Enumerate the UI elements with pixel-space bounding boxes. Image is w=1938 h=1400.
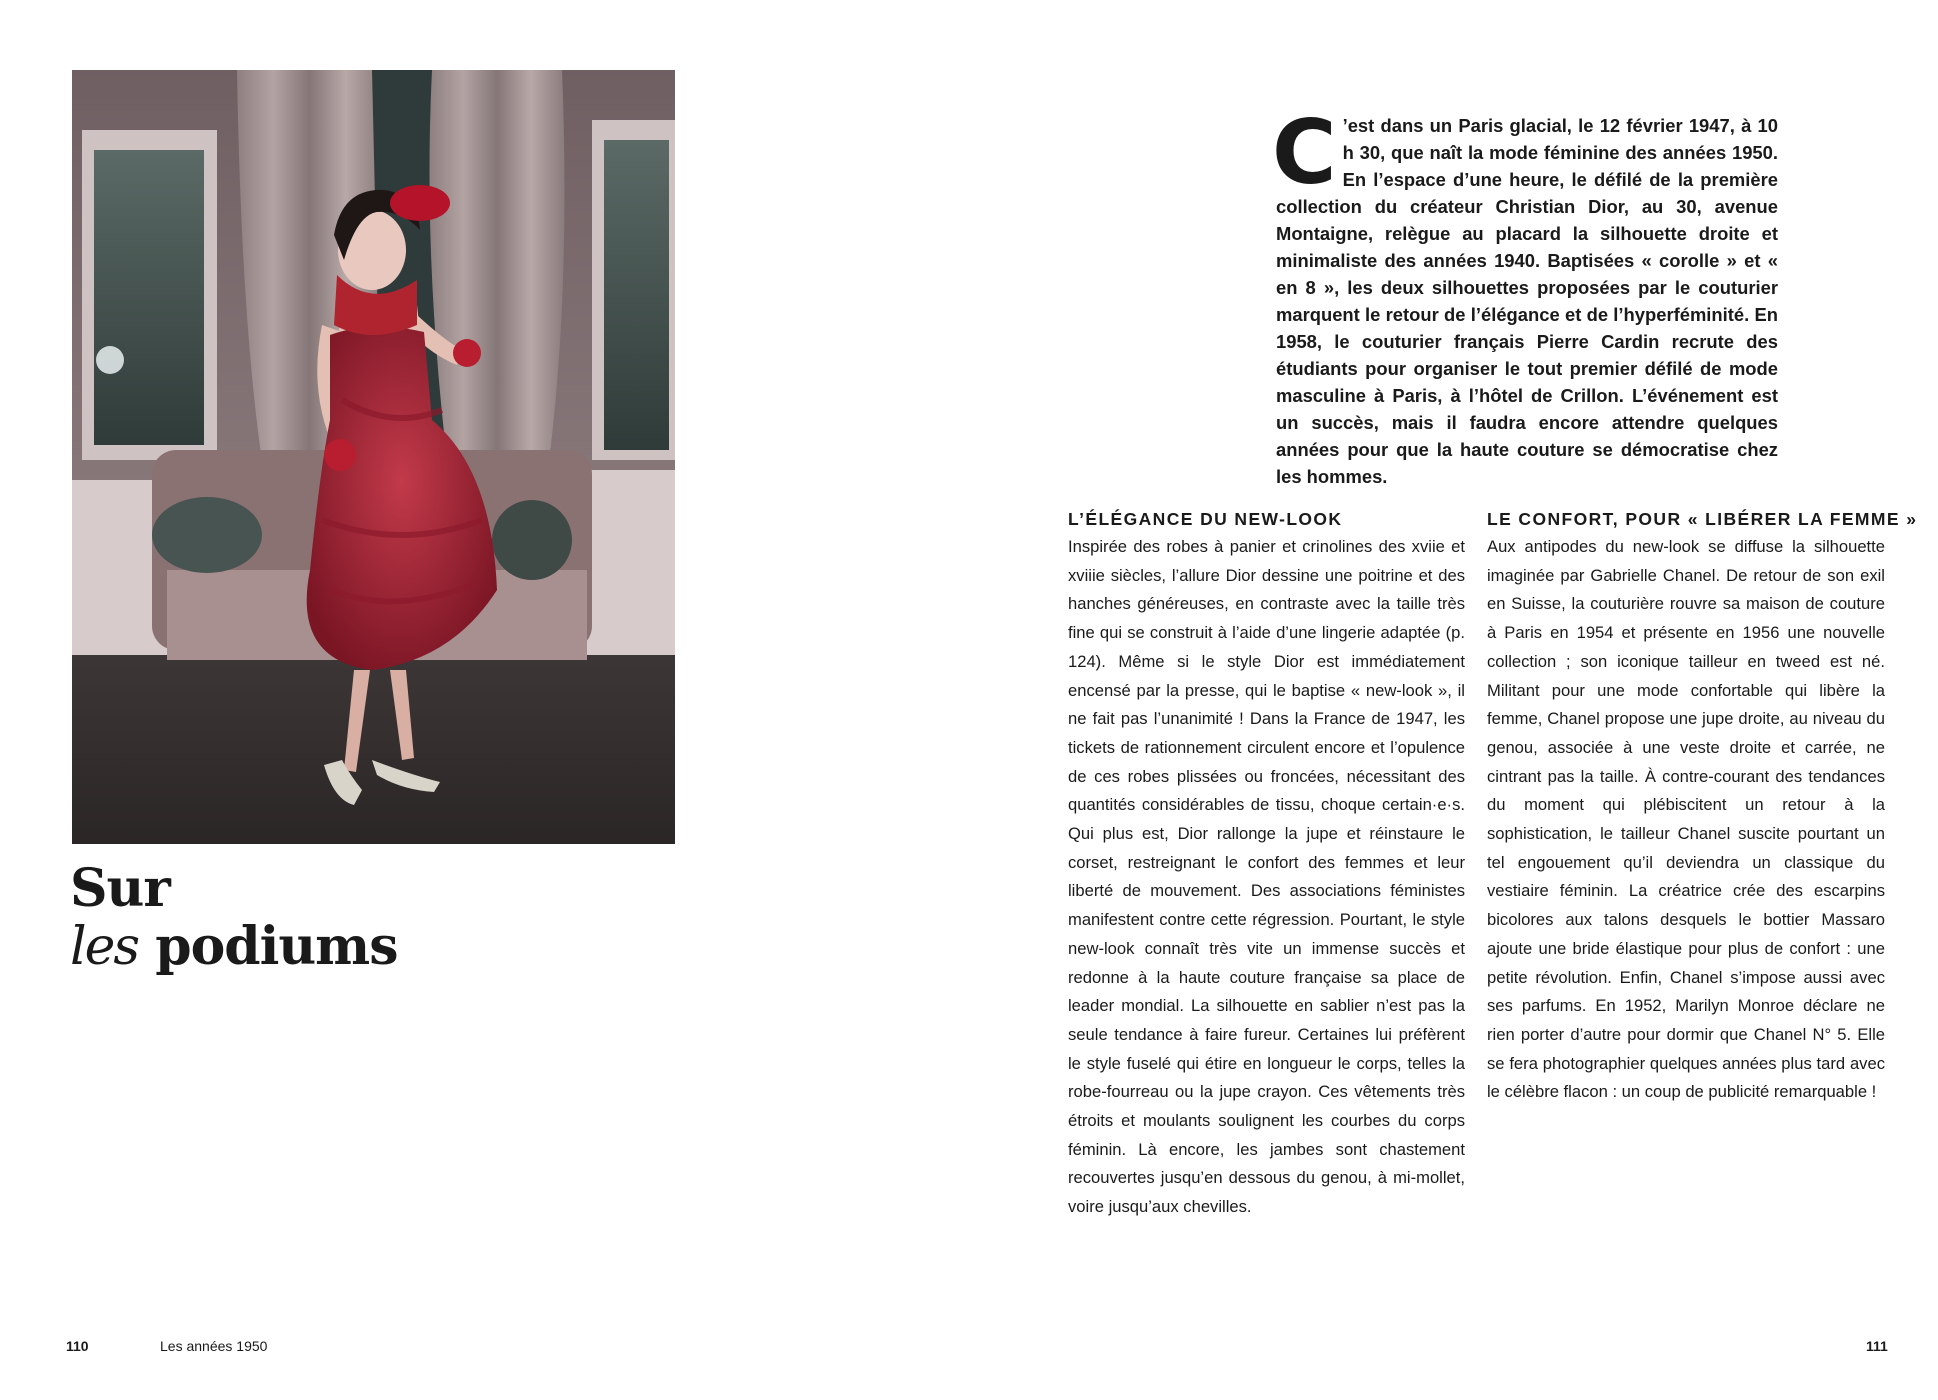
fashion-photo (72, 70, 675, 844)
title-line-2 (70, 918, 397, 976)
section-body: Aux antipodes du new-look se diffuse la silhouette imaginée par Gabrielle Chanel. De retour de son exil en Suisse, la couturière rouvre sa maison de couture à Paris en 1954 et présente en 1956 une nouvelle collection ; son iconique tailleur en tweed est né. Militant pour une mode confortable qui libère la femme, Chanel propose une jupe droite, au niveau du genou, associée à une veste droite et carrée, ne cintrant pas la taille. À contre-courant des tendances du moment qui plébiscitent un retour à la sophistication, le tailleur Chanel suscite pourtant un tel engouement qu’il deviendra un classique du vestiaire féminin. La créatrice crée des escarpins bicolores aux talons desquels le bottier Massaro ajoute une bride élastique pour plus de confort : une petite révolution. Enfin, Chanel s’impose aussi avec ses parfums. En 1952, Marilyn Monroe déclare ne rien porter d’autre pour dormir que Chanel N° 5. Elle se fera photographier quelques années plus tard avec le célèbre flacon : un coup de publicité remarquable ! (1487, 537, 1885, 1102)
page-number-left: 110 (66, 1338, 89, 1354)
section-heading: L’ÉLÉGANCE DU NEW-LOOK (1068, 509, 1343, 529)
page-number-right: 111 (1866, 1338, 1888, 1354)
intro-text: ’est dans un Paris glacial, le 12 février 1947, à 10 h 30, que naît la mode féminine des années 1950. En l’espace d’une heure, le défilé de la première collection du créateur Christian Dior, au 30, avenue Montaigne, relègue au placard la silhouette droite et minimaliste des années 1940. Baptisées « corolle » et « en 8 », les deux silhouettes proposées par le couturier marquent le retour de l’élégance et de l’hyperféminité. En 1958, le couturier français Pierre Cardin recrute des étudiants pour organiser le tout premier défilé de mode masculine à Paris, à l’hôtel de Crillon. L’événement est un succès, mais il faudra encore attendre quelques années pour que la haute couture se démocratise chez les hommes. (1276, 115, 1778, 487)
title-main-word: podiums (155, 916, 398, 977)
drop-cap: C (1272, 101, 1337, 204)
section-new-look (1068, 506, 1465, 1222)
intro-paragraph (1272, 101, 1778, 490)
section-body: Inspirée des robes à panier et crinolines des xviie et xviiie siècles, l’allure Dior dessine une poitrine et des hanches généreuses, en contraste avec la taille très fine qui se construit à l’aide d’une lingerie adaptée (p. 124). Même si le style Dior est immédiatement encensé par la presse, qui le baptise « new-look », il ne fait pas l’unanimité ! Dans la France de 1947, les tickets de rationnement circulent encore et l’opulence de ces robes plissées ou froncées, nécessitant des quantités considérables de tissu, choque certain·e·s. Qui plus est, Dior rallonge la jupe et réinstaure le corset, restreignant le confort des femmes et leur liberté de mouvement. Des associations féministes manifestent contre cette régression. Pourtant, le style new-look connaît très vite un immense succès et redonne à la haute couture française sa place de leader mondial. La silhouette en sablier n’est pas la seule tendance à faire fureur. Certaines lui préfèrent le style fuselé qui étire en longueur le corps, telles la robe-fourreau ou la jupe crayon. Ces vêtements très étroits et moulants soulignent les courbes du corps féminin. Là encore, les jambes sont chastement recouvertes jusqu’en dessous du genou, à mi-mollet, voire jusqu’aux chevilles. (1068, 537, 1465, 1217)
title-line-1: Sur (70, 858, 170, 919)
title-italic-word: les (70, 917, 139, 977)
running-title: Les années 1950 (160, 1338, 268, 1354)
section-heading: LE CONFORT, POUR « LIBÉRER LA FEMME » (1487, 509, 1918, 529)
section-confort (1487, 506, 1918, 1107)
photo-illustration (72, 70, 675, 844)
page-title (70, 860, 397, 976)
